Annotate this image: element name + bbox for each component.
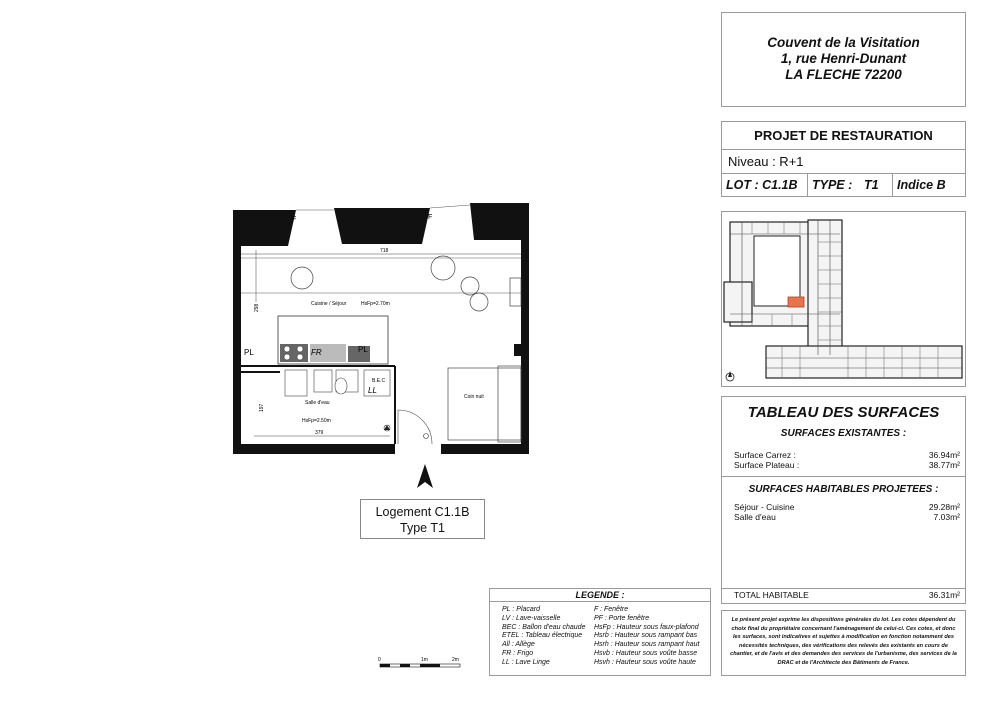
surface-label: Surface Plateau : [734,460,800,470]
surface-value: 38.77m² [928,460,960,470]
legend-item: ETEL : Tableau électrique [502,632,583,640]
projected-surfaces-title: SURFACES HABITABLES PROJETEES : [748,484,939,495]
dim-718: 718 [380,248,389,254]
legend-item: PF : Porte fenêtre [594,614,650,622]
washing-machine-label: LL [368,386,377,395]
surfaces-table [721,396,966,604]
dim-197: 197 [259,403,265,412]
window-f-2: F [428,214,433,221]
bathroom-height-label: HsFp=2.50m [302,418,331,424]
total-value: 36.31m² [928,590,960,600]
surface-row [722,450,965,460]
surface-label: Séjour - Cuisine [734,502,795,512]
project-title: PROJET DE RESTAURATION [722,122,965,150]
legend-item: HsFp : Hauteur sous faux-plafond [594,623,699,631]
closet-label-1: PL [244,348,254,357]
scale-label-one: 1m [421,657,428,663]
scale-label-zero: 0 [378,657,381,663]
unit-label-box [360,499,485,539]
room-kitchen-label: Cuisine / Séjour [311,301,347,307]
legend-item: FR : Frigo [502,649,534,657]
legend-item: Hsrb : Hauteur sous rampant bas [594,632,698,640]
address-block [721,12,966,107]
legend-item: LV : Lave-vaisselle [502,614,561,622]
project-indice: Indice B [897,178,946,192]
surface-value: 29.28m² [928,502,960,512]
surface-row [722,502,965,512]
highlighted-unit [788,297,804,307]
legend-item: All : Allège [502,641,535,649]
entrance-arrow-icon [415,462,435,490]
scale-bar [378,656,468,670]
project-lot-row [722,174,965,196]
address-line-1: Couvent de la Visitation [767,35,920,50]
water-heater-label: B.E.C [372,378,386,384]
building-key-plan [722,212,965,386]
surface-label: Salle d'eau [734,512,776,522]
legend-right-column [594,606,699,668]
surface-value: 7.03m² [933,512,960,522]
project-lot: LOT : C1.1B [722,174,808,196]
room-bathroom-label: Salle d'eau [305,400,330,406]
legend-item: BEC : Ballon d'eau chaude [502,623,586,631]
legend-title: LEGENDE : [490,589,710,602]
surface-label: Surface Carrez : [734,450,796,460]
legend-item: Hsrh : Hauteur sous rampant haut [594,641,700,649]
scale-label-two: 2m [452,657,459,663]
address-line-3: LA FLECHE 72200 [785,67,902,82]
kitchen-height-label: HsFp=2.70m [361,301,390,307]
surfaces-title: TABLEAU DES SURFACES [747,404,940,421]
project-level: Niveau : R+1 [722,150,965,174]
legend-left-column [502,606,594,668]
project-type-label: TYPE : [812,178,853,192]
surface-value: 36.94m² [928,450,960,460]
dim-379: 379 [315,430,324,436]
key-map [721,211,966,387]
address-line-2: 1, rue Henri-Dunant [780,51,907,66]
surface-row [722,512,965,522]
dim-298: 298 [254,303,260,312]
legend [489,588,711,676]
window-f-1: F [292,216,297,223]
legend-item: Hsvb : Hauteur sous voûte basse [594,649,698,657]
legend-item: Hsvh : Hauteur sous voûte haute [594,658,696,666]
fridge-label: FR [311,348,322,357]
surface-row [722,460,965,470]
room-coin-nuit-label: Coin nuit [464,394,484,400]
unit-type: Type T1 [400,521,445,535]
total-label: TOTAL HABITABLE [734,590,809,600]
floor-plan [230,198,535,460]
legend-item: PL : Placard [502,606,541,613]
closet-label-2: PL [358,345,368,354]
legend-item: LL : Lave Linge [502,658,550,666]
unit-name: Logement C1.1B [375,505,470,519]
total-row [722,588,965,603]
disclaimer: Le présent projet exprime les dispositions générales du lot. Les cotes dépendent du choix final du propriétaire concernant l'aménagement de celui-ci. Ces cotes, et donc les surfaces, sont indicatives et sujettes à modification en fonction notamment des nécessités techniques, des vérifications des relevés des existants en cours de chantier, et de l'avis et des demandes des services de l'urbanisme, des services de la DRAC et de l'Architecte des Bâtiments de France. [721,610,966,676]
project-block [721,121,966,197]
project-type-value: T1 [860,174,893,196]
existing-surfaces-title: SURFACES EXISTANTES : [780,428,907,439]
legend-item: F : Fenêtre [594,606,629,613]
